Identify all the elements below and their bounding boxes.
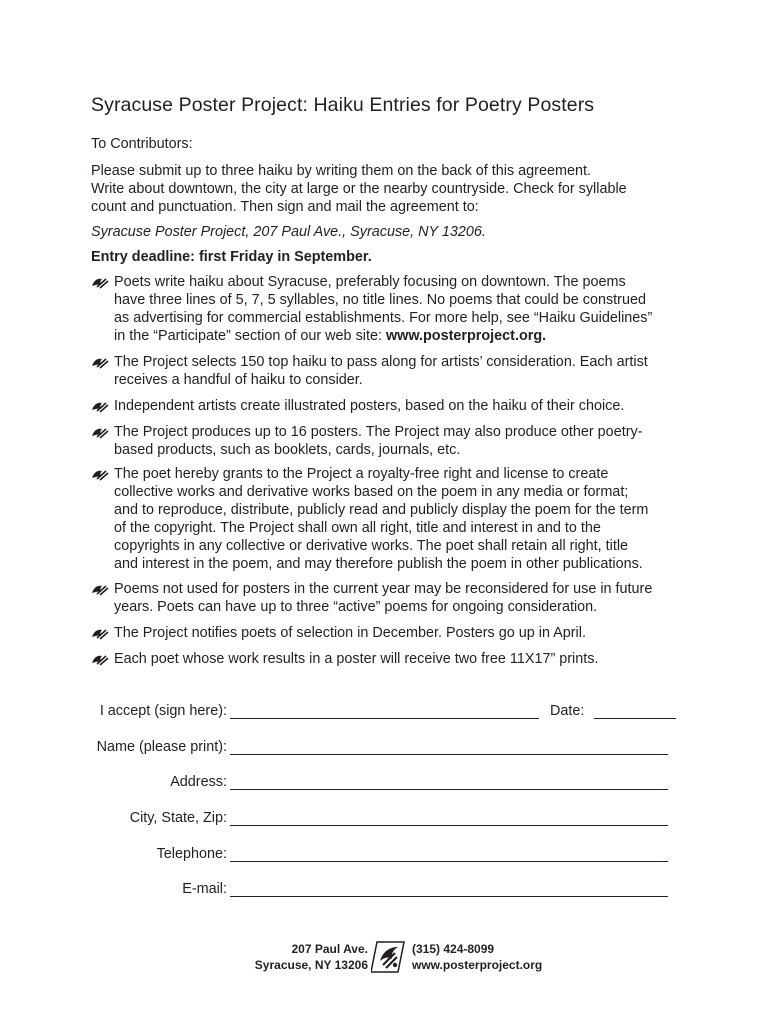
- bullet-line: receives a handful of haiku to consider.: [114, 372, 363, 388]
- bullet-item: [91, 650, 691, 668]
- bullet-line: Poets write haiku about Syracuse, preferably focusing on downtown. The poems: [114, 274, 626, 290]
- signature-row: [0, 703, 770, 723]
- sign-label: I accept (sign here):: [99, 703, 227, 719]
- bullet-text: [114, 397, 691, 415]
- bullet-item: [91, 353, 691, 389]
- email-label: E-mail:: [182, 881, 227, 897]
- brush-bullet-icon: [91, 583, 109, 596]
- bullet-text: [114, 353, 691, 389]
- date-field[interactable]: [594, 718, 676, 719]
- website-link[interactable]: www.posterproject.org.: [385, 328, 547, 344]
- name-row: [0, 739, 770, 759]
- footer-street: 207 Paul Ave.: [291, 942, 368, 956]
- mailing-address: Syracuse Poster Project, 207 Paul Ave., Syracuse, NY 13206.: [91, 224, 486, 240]
- bullet-line: of the copyright. The Project shall own all right, title and interest in and to the: [114, 520, 601, 536]
- footer-address: [255, 941, 368, 973]
- bullet-line: Poems not used for posters in the current year may be reconsidered for use in future: [114, 581, 653, 597]
- bullet-text: [114, 423, 691, 459]
- telephone-field[interactable]: [230, 861, 668, 862]
- intro-line: count and punctuation. Then sign and mail the agreement to:: [91, 199, 479, 215]
- bullet-line: copyrights in any collective or derivative works. The poet shall retain all right, title: [114, 538, 629, 554]
- bullet-line: based products, such as booklets, cards, journals, etc.: [114, 442, 461, 458]
- bullet-item: [91, 397, 691, 415]
- bullet-line: and interest in the poem, and may therefore publish the poem in other publications.: [114, 556, 643, 572]
- bullet-item: [91, 580, 691, 616]
- footer-website[interactable]: www.posterproject.org: [412, 958, 543, 972]
- bullet-line: collective works and derivative works based on the poem in any media or format;: [114, 484, 629, 500]
- footer-city: Syracuse, NY 13206: [254, 958, 368, 972]
- intro-line: Write about downtown, the city at large or the nearby countryside. Check for syllable: [91, 181, 627, 197]
- address-row: [0, 774, 770, 794]
- bullet-line: Each poet whose work results in a poster will receive two free 11X17” prints.: [114, 651, 599, 667]
- city-state-zip-label: City, State, Zip:: [129, 810, 227, 826]
- bullet-item: [91, 624, 691, 642]
- bullet-text: [114, 580, 691, 616]
- bullet-text: [114, 273, 691, 345]
- brush-bullet-icon: [91, 400, 109, 413]
- date-label: Date:: [550, 703, 585, 719]
- bullet-line: The Project notifies poets of selection in December. Posters go up in April.: [114, 625, 586, 641]
- bullet-text: [114, 624, 691, 642]
- bullet-line: as advertising for commercial establishments. For more help, see “Haiku Guidelines”: [114, 310, 653, 326]
- bullet-line: The poet hereby grants to the Project a royalty-free right and license to create: [114, 466, 609, 482]
- poster-project-logo-icon: [371, 941, 405, 973]
- bullet-line: have three lines of 5, 7, 5 syllables, no title lines. No poems that could be construed: [114, 292, 646, 308]
- website-prefix: in the “Participate” section of our web site:: [114, 328, 386, 344]
- telephone-label: Telephone:: [156, 846, 227, 862]
- signature-field[interactable]: [230, 718, 539, 719]
- brush-bullet-icon: [91, 653, 109, 666]
- intro-line: Please submit up to three haiku by writing them on the back of this agreement.: [91, 163, 591, 179]
- city-row: [0, 810, 770, 830]
- footer-contact: [412, 941, 542, 973]
- address-label: Address:: [170, 774, 227, 790]
- bullet-line: Independent artists create illustrated posters, based on the haiku of their choice.: [114, 398, 625, 414]
- city-state-zip-field[interactable]: [230, 825, 668, 826]
- email-field[interactable]: [230, 896, 668, 897]
- bullet-item: [91, 423, 691, 459]
- bullet-text: [114, 465, 691, 573]
- bullet-text: [114, 650, 691, 668]
- bullet-line: [114, 327, 691, 345]
- brush-bullet-icon: [91, 468, 109, 481]
- bullet-item: [91, 273, 691, 345]
- bullet-line: The Project selects 150 top haiku to pass along for artists’ consideration. Each artist: [114, 354, 648, 370]
- bullet-line: years. Poets can have up to three “active” poems for ongoing consideration.: [114, 599, 598, 615]
- brush-bullet-icon: [91, 627, 109, 640]
- telephone-row: [0, 846, 770, 866]
- email-row: [0, 881, 770, 901]
- entry-deadline: Entry deadline: first Friday in September.: [91, 249, 372, 265]
- name-label: Name (please print):: [96, 739, 227, 755]
- brush-bullet-icon: [91, 276, 109, 289]
- name-field[interactable]: [230, 754, 668, 755]
- brush-bullet-icon: [91, 356, 109, 369]
- page-title: Syracuse Poster Project: Haiku Entries for Poetry Posters: [91, 94, 595, 116]
- salutation: To Contributors:: [91, 136, 193, 152]
- bullet-line: and to reproduce, distribute, publicly read and publicly display the poem for the term: [114, 502, 649, 518]
- footer-phone: (315) 424-8099: [412, 942, 495, 956]
- bullet-item: [91, 465, 691, 573]
- bullet-line: The Project produces up to 16 posters. The Project may also produce other poetry-: [114, 424, 643, 440]
- address-field[interactable]: [230, 789, 668, 790]
- brush-bullet-icon: [91, 426, 109, 439]
